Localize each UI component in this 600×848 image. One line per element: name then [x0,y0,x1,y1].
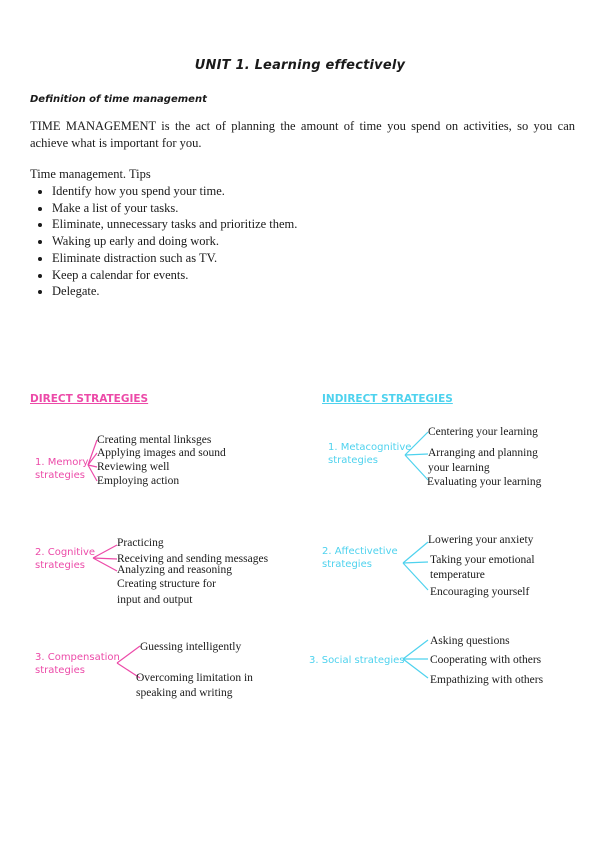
compensation-item: Overcoming limitation in [136,672,253,684]
indirect-strategies-title: INDIRECT STRATEGIES [322,393,453,405]
memory-strategies-label: 1. Memory strategies [35,457,89,481]
memory-item: Applying images and sound [97,447,226,459]
compensation-strategies-label: 3. Compensation strategies [35,652,120,676]
metacognitive-strategies-label: 1. Metacognitive strategies [328,442,412,466]
memory-item: Creating mental linksges [97,434,212,446]
cognitive-item: Analyzing and reasoning [117,564,232,576]
memory-item: Employing action [97,475,180,487]
memory-item: Reviewing well [97,461,170,473]
page-title: UNIT 1. Learning effectively [194,58,406,73]
tips-heading: Time management. Tips [30,167,151,181]
tips-list [35,183,297,300]
cognitive-strategies-label: 2. Cognitive strategies [35,547,96,571]
tip-item: • Waking up early and doing work. [52,233,297,250]
metacognitive-item: Centering your learning [428,426,538,438]
definition-heading: Definition of time management [30,94,207,105]
social-item: Asking questions [430,635,510,647]
tip-item: • Eliminate, unnecessary tasks and prioritize them. [52,216,297,233]
social-strategies-label: 3. Social strategies [309,655,405,666]
metacognitive-item: Evaluating your learning [427,476,542,488]
affective-strategies-label: 2. Affectivetive strategies [322,546,398,570]
indirect-connectors [403,432,428,678]
social-item: Empathizing with others [430,674,544,686]
metacognitive-item: your learning [428,462,490,474]
compensation-item: speaking and writing [136,687,233,699]
tip-item: • Keep a calendar for events. [52,267,297,284]
metacognitive-item: Arranging and planning [428,447,538,459]
affective-item: Lowering your anxiety [428,534,534,546]
direct-strategies-title: DIRECT STRATEGIES [30,393,149,405]
tip-item: • Identify how you spend your time. [52,183,297,200]
cognitive-item: Receiving and sending messages [117,553,269,565]
affective-item: temperature [430,569,485,581]
cognitive-item: Practicing [117,537,164,549]
tip-item: • Eliminate distraction such as TV. [52,250,297,267]
social-item: Cooperating with others [430,654,542,666]
affective-item: Encouraging yourself [430,586,530,598]
definition-text: TIME MANAGEMENT is the act of planning the amount of time you spend on activities, so you can achieve what is important for you. [30,119,575,150]
tip-item: • Delegate. [52,283,297,300]
tip-item: • Make a list of your tasks. [52,200,297,217]
affective-item: Taking your emotional [430,554,535,566]
cognitive-item: input and output [117,594,193,606]
cognitive-item: Creating structure for [117,578,216,590]
compensation-item: Guessing intelligently [140,641,242,653]
